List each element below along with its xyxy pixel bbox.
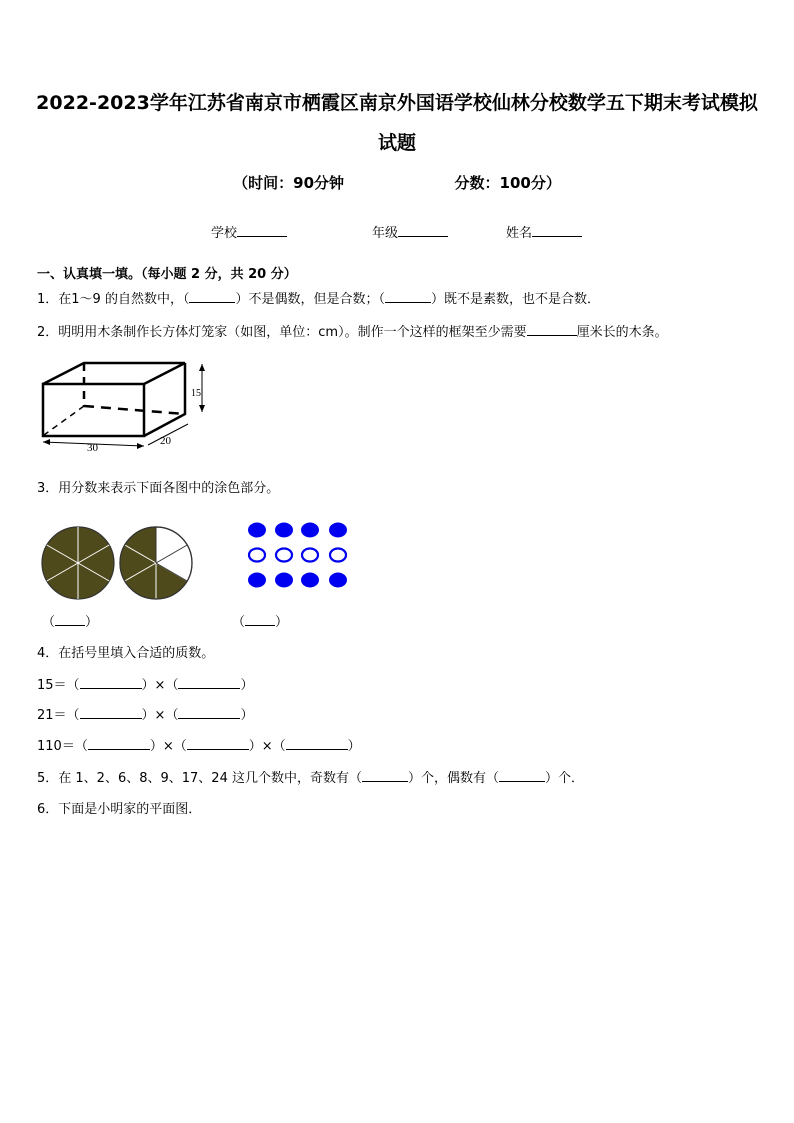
q5-blank-1[interactable] xyxy=(362,769,408,782)
name-label: 姓名 xyxy=(506,226,533,241)
dot-empty xyxy=(302,549,318,562)
q4-row1-blank1[interactable] xyxy=(80,676,142,689)
grade-label: 年级 xyxy=(372,226,399,241)
school-label: 学校 xyxy=(211,226,238,241)
school-blank[interactable] xyxy=(237,224,287,237)
school-field xyxy=(211,222,287,241)
cuboid-figure xyxy=(36,358,216,458)
question-3: 3．用分数来表示下面各图中的涂色部分。 xyxy=(37,481,280,496)
q4-row1-prefix: 15＝（ xyxy=(37,678,80,693)
pie-circle-2 xyxy=(120,527,192,599)
q4-row2-blank2[interactable] xyxy=(178,706,240,719)
q5-text-b: ）个，偶数有（ xyxy=(407,771,499,786)
pie-circles-figure xyxy=(40,522,195,604)
q2-text-a: 2．明明用木条制作长方体灯笼家（如图，单位：cm）。制作一个这样的框架至少需要 xyxy=(37,325,527,340)
question-4: 4．在括号里填入合适的质数。 xyxy=(37,646,215,661)
dot-empty xyxy=(249,549,265,562)
exam-title-line2: 试题 xyxy=(377,132,416,154)
q4-row3-prefix: 110＝（ xyxy=(37,739,88,754)
exam-title-line1: 2022-2023学年江苏省南京市栖霞区南京外国语学校仙林分校数学五下期末考试模拟 xyxy=(36,92,758,114)
times-sign: ）×（ xyxy=(141,678,179,693)
exam-score: 分数：100分） xyxy=(454,174,561,192)
times-sign: ）×（ xyxy=(141,708,179,723)
q1-text-b: ）不是偶数，但是合数；（ xyxy=(235,292,385,307)
q3-blank-2[interactable] xyxy=(245,613,275,626)
paren-open: （ xyxy=(232,615,246,630)
q2-text-b: 厘米长的木条。 xyxy=(576,325,668,340)
q2-blank[interactable] xyxy=(527,323,577,336)
question-5 xyxy=(37,769,584,788)
paren-close: ） xyxy=(240,708,254,723)
cuboid-front-face xyxy=(43,384,144,436)
q3-blank-1[interactable] xyxy=(55,613,85,626)
paren-close: ） xyxy=(275,615,289,630)
width-label: 20 xyxy=(160,435,171,447)
dot-filled xyxy=(275,573,293,588)
dots-figure xyxy=(244,520,354,592)
q3-answer-2 xyxy=(232,613,288,632)
dot-filled xyxy=(275,523,293,538)
q4-row-1 xyxy=(37,676,253,695)
name-field xyxy=(506,222,582,241)
grade-field xyxy=(372,222,448,241)
length-arrowhead-left xyxy=(43,439,50,445)
times-sign: ）×（ xyxy=(149,739,187,754)
dot-filled xyxy=(248,573,266,588)
q4-row3-blank1[interactable] xyxy=(88,737,150,750)
dot-filled xyxy=(301,573,319,588)
q1-blank-2[interactable] xyxy=(385,290,431,303)
length-label: 30 xyxy=(87,442,98,454)
q5-text-c: ）个． xyxy=(545,771,585,786)
height-arrowhead-bottom xyxy=(199,405,205,412)
exam-time: （时间：90分钟 xyxy=(233,174,345,192)
paren-close: ） xyxy=(240,678,254,693)
height-arrowhead-top xyxy=(199,364,205,371)
q1-text-c: ）既不是素数，也不是合数． xyxy=(430,292,600,307)
hidden-edge-horizontal xyxy=(84,406,185,414)
q1-text-a: 1．在1～9 的自然数中，（ xyxy=(37,292,190,307)
question-1 xyxy=(37,290,600,309)
q4-row3-blank2[interactable] xyxy=(187,737,249,750)
q5-blank-2[interactable] xyxy=(499,769,545,782)
dot-empty xyxy=(330,549,346,562)
paren-close: ） xyxy=(347,739,361,754)
pie-circle-1 xyxy=(42,527,114,599)
grade-blank[interactable] xyxy=(398,224,448,237)
dot-filled xyxy=(329,573,347,588)
name-blank[interactable] xyxy=(532,224,582,237)
times-sign: ）×（ xyxy=(248,739,286,754)
q1-blank-1[interactable] xyxy=(189,290,235,303)
paren-open: （ xyxy=(42,615,56,630)
q4-row1-blank2[interactable] xyxy=(178,676,240,689)
exam-subtitle xyxy=(0,172,794,193)
hidden-edge-depth xyxy=(44,406,84,435)
q3-answer-1 xyxy=(42,613,98,632)
q4-row2-prefix: 21＝（ xyxy=(37,708,80,723)
dot-empty xyxy=(276,549,292,562)
dot-filled xyxy=(329,523,347,538)
q4-row2-blank1[interactable] xyxy=(80,706,142,719)
dot-filled xyxy=(248,523,266,538)
question-2 xyxy=(37,323,668,342)
section1-heading: 一、认真填一填。（每小题 2 分，共 20 分） xyxy=(37,267,297,282)
q4-row-2 xyxy=(37,706,253,725)
question-6: 6．下面是小明家的平面图． xyxy=(37,802,202,817)
length-arrowhead-right xyxy=(137,443,144,449)
q4-row3-blank3[interactable] xyxy=(286,737,348,750)
height-label: 15 xyxy=(191,388,201,399)
cuboid-top-face xyxy=(43,363,185,384)
q5-text-a: 5．在 1、2、6、8、9、17、24 这几个数中，奇数有（ xyxy=(37,771,362,786)
q4-row-3 xyxy=(37,737,361,756)
paren-close: ） xyxy=(85,615,99,630)
dot-filled xyxy=(301,523,319,538)
